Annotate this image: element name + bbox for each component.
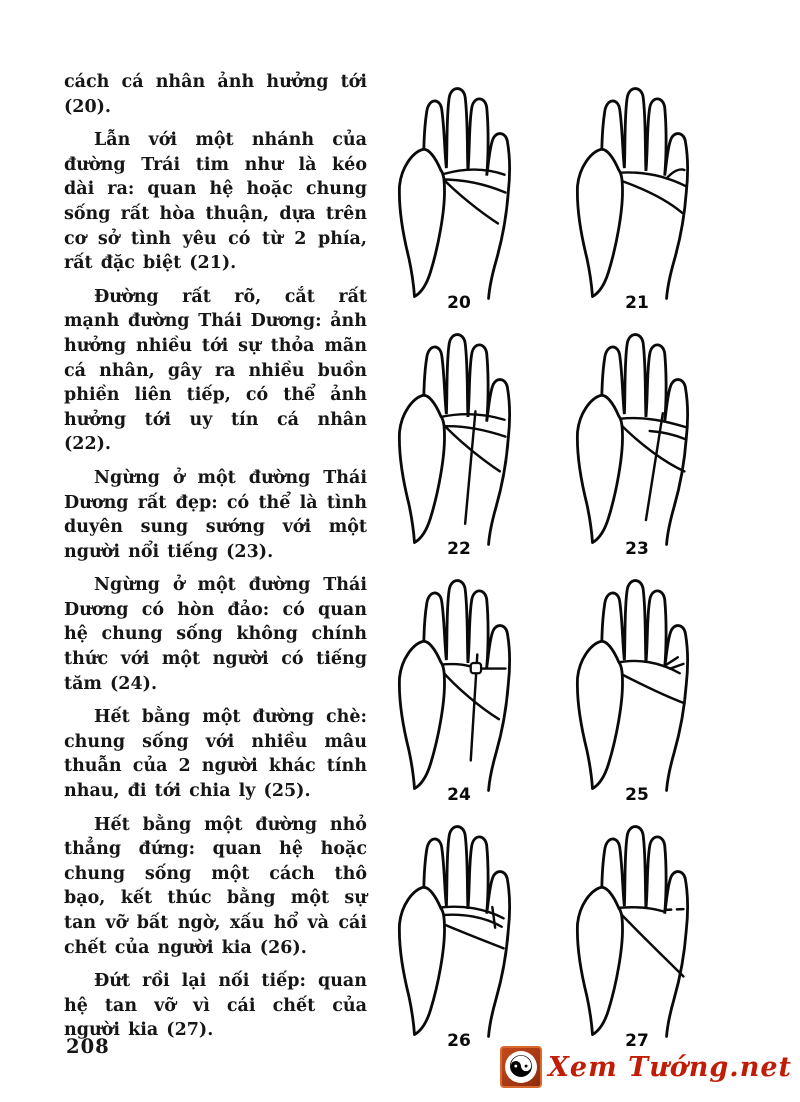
yin-yang-icon: ☯ [500, 1046, 542, 1088]
paragraph: Ngừng ở một đường Thái Dương rất đẹp: có thể là tình duyên sung sướng với một người nổi tiếng (23). [64, 467, 367, 562]
hand-figure-20 [378, 80, 556, 326]
figure-number: 22 [447, 539, 471, 559]
hand-figure-21 [556, 80, 734, 326]
text-column [64, 70, 367, 1052]
palm-diagram [392, 818, 542, 1043]
figure-number: 24 [447, 785, 471, 805]
palm-diagram [570, 818, 720, 1043]
paragraph: Đường rất rõ, cắt rất mạnh đường Thái Dương: ảnh hưởng nhiều tới sự thỏa mãn cá nhân, gây ra nhiều buồn phiền liên tiếp, có thể ảnh hưởng tới uy tín cá nhân (22). [64, 286, 367, 455]
watermark [500, 1046, 792, 1088]
palm-diagram [570, 326, 720, 551]
figure-number: 27 [625, 1031, 649, 1051]
hand-figure-27 [556, 818, 734, 1064]
palm-diagram [392, 326, 542, 551]
figure-number: 21 [625, 293, 649, 313]
figure-number: 20 [447, 293, 471, 313]
hand-figures-grid [378, 80, 734, 1064]
figure-number: 25 [625, 785, 649, 805]
paragraph: Hết bằng một đường nhỏ thẳng đứng: quan hệ hoặc chung sống một cách thô bạo, kết thúc bằng một sự tan vỡ bất ngờ, xấu hổ và cái chết của người kia (26). [64, 814, 367, 958]
paragraph: Đứt rồi lại nối tiếp: quan hệ tan vỡ vì cái chết của người kia (27). [64, 971, 367, 1041]
hand-figure-22 [378, 326, 556, 572]
hand-figure-26 [378, 818, 556, 1064]
figure-number: 23 [625, 539, 649, 559]
hand-figure-24 [378, 572, 556, 818]
page-number: 208 [66, 1035, 110, 1058]
palm-diagram [570, 80, 720, 305]
palm-diagram [570, 572, 720, 797]
watermark-text: Xem Tướng.net [547, 1051, 792, 1083]
paragraph: Ngừng ở một đường Thái Dương có hòn đảo: có quan hệ chung sống không chính thức với một người có tiếng tăm (24). [64, 575, 367, 694]
palm-diagram [392, 80, 542, 305]
paragraph: cách cá nhân ảnh hưởng tới (20). [64, 72, 367, 117]
palm-diagram [392, 572, 542, 797]
hand-figure-25 [556, 572, 734, 818]
paragraph: Lẫn với một nhánh của đường Trái tim như là kéo dài ra: quan hệ hoặc chung sống rất hòa thuận, dựa trên cơ sở tình yêu có từ 2 phía, rất đặc biệt (21). [64, 130, 367, 274]
figure-number: 26 [447, 1031, 471, 1051]
hand-figure-23 [556, 326, 734, 572]
paragraph: Hết bằng một đường chè: chung sống với nhiều mâu thuẫn của 2 người khác tính nhau, đi tới chia ly (25). [64, 707, 367, 802]
